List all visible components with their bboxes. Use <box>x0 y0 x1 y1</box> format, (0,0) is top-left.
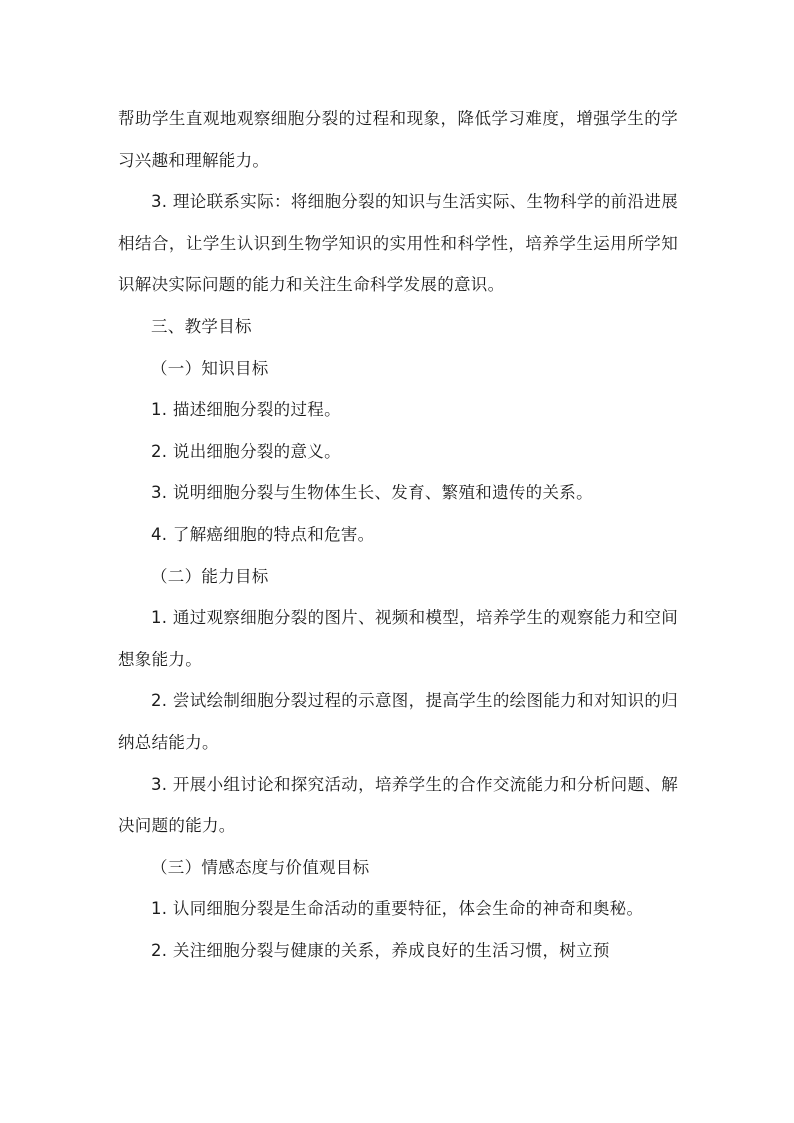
list-item-knowledge-4: 4. 了解癌细胞的特点和危害。 <box>151 524 375 544</box>
subheading-ability-goals: （二）能力目标 <box>151 566 269 586</box>
list-item-ability-3: 3. 开展小组讨论和探究活动，培养学生的合作交流能力和分析问题、解决问题的能力。 <box>118 774 678 836</box>
list-item-attitude-1: 1. 认同细胞分裂是生命活动的重要特征，体会生命的神奇和奥秘。 <box>151 899 644 919</box>
subheading-knowledge-goals: （一）知识目标 <box>151 358 269 378</box>
paragraph-theory-practice: 3. 理论联系实际：将细胞分裂的知识与生活实际、生物科学的前沿进展相结合，让学生认识到生物学知识的实用性和科学性，培养学生运用所学知识解决实际问题的能力和关注生命科学发展的意识。 <box>118 192 678 295</box>
list-item-attitude-2: 2. 关注细胞分裂与健康的关系，养成良好的生活习惯，树立预 <box>151 940 610 960</box>
paragraph-continuation: 帮助学生直观地观察细胞分裂的过程和现象，降低学习难度，增强学生的学习兴趣和理解能力。 <box>118 109 678 170</box>
list-item-knowledge-2: 2. 说出细胞分裂的意义。 <box>151 441 341 461</box>
list-item-ability-1: 1. 通过观察细胞分裂的图片、视频和模型，培养学生的观察能力和空间想象能力。 <box>118 608 678 669</box>
list-item-ability-2: 2. 尝试绘制细胞分裂过程的示意图，提高学生的绘图能力和对知识的归纳总结能力。 <box>118 691 678 752</box>
list-item-knowledge-3: 3. 说明细胞分裂与生物体生长、发育、繁殖和遗传的关系。 <box>151 483 593 503</box>
document-body <box>118 98 678 971</box>
subheading-attitude-goals: （三）情感态度与价值观目标 <box>151 857 370 877</box>
section-heading-teaching-goals: 三、教学目标 <box>151 316 252 336</box>
list-item-knowledge-1: 1. 描述细胞分裂的过程。 <box>151 400 341 420</box>
